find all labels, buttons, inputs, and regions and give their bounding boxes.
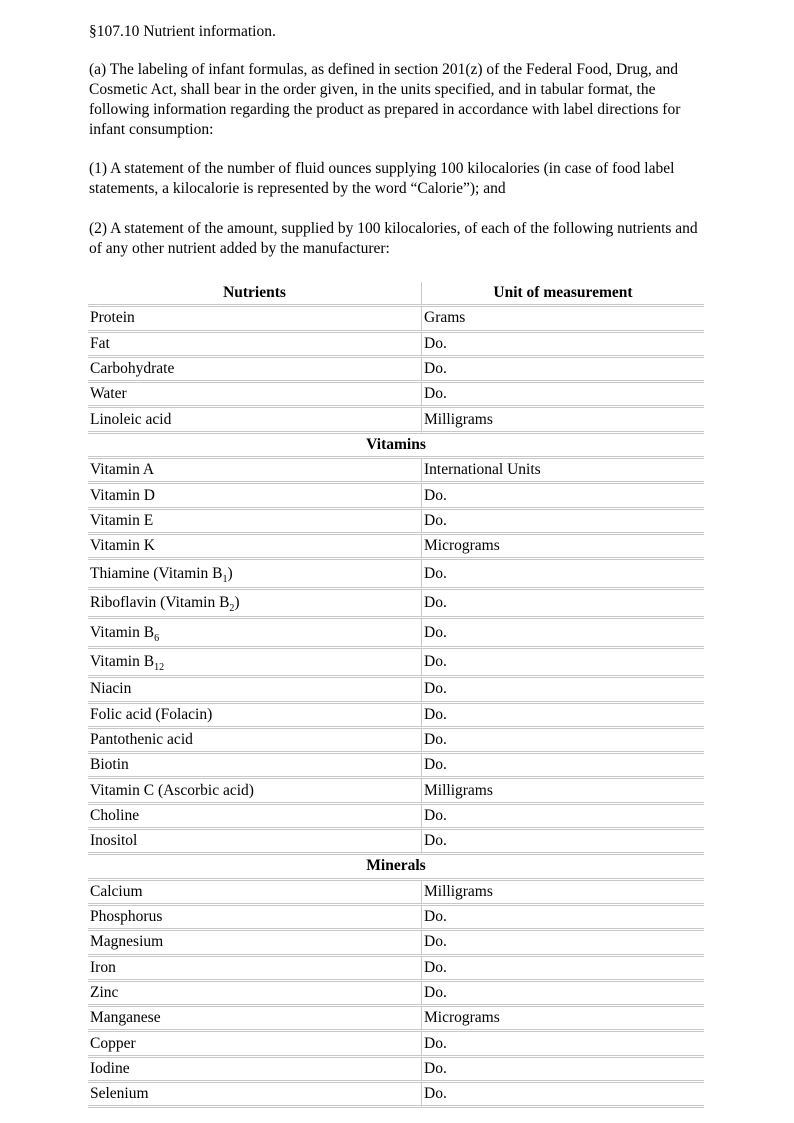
unit-cell: Do.	[421, 957, 704, 982]
unit-cell: Do.	[421, 704, 704, 729]
subscript-number: 2	[229, 603, 235, 615]
unit-cell: Do.	[421, 560, 704, 590]
table-row	[88, 619, 704, 649]
table-row	[88, 484, 704, 509]
nutrient-name-text: Thiamine (Vitamin B	[90, 564, 223, 582]
unit-cell: Micrograms	[421, 535, 704, 560]
table-row	[88, 358, 704, 383]
nutrient-cell: Pantothenic acid	[88, 729, 421, 754]
table-row	[88, 649, 704, 679]
table-row	[88, 779, 704, 804]
nutrient-cell: Inositol	[88, 830, 421, 855]
table-row	[88, 881, 704, 906]
nutrient-cell: Phosphorus	[88, 906, 421, 931]
nutrient-cell: Zinc	[88, 982, 421, 1007]
nutrient-name-text: Vitamin B	[90, 653, 155, 671]
unit-cell: Milligrams	[421, 881, 704, 906]
table-row	[88, 408, 704, 433]
nutrient-name-text: Vitamin B	[90, 623, 155, 641]
table-row	[88, 1083, 704, 1108]
nutrient-cell: Fat	[88, 333, 421, 358]
table-row	[88, 678, 704, 703]
unit-cell: Milligrams	[421, 408, 704, 433]
nutrient-cell: Choline	[88, 805, 421, 830]
unit-cell: Do.	[421, 1032, 704, 1057]
nutrient-cell: Linoleic acid	[88, 408, 421, 433]
nutrient-cell	[88, 649, 421, 679]
nutrient-cell: Calcium	[88, 881, 421, 906]
table-row	[88, 805, 704, 830]
unit-cell: Do.	[421, 982, 704, 1007]
unit-cell: Grams	[421, 307, 704, 332]
table-row	[88, 729, 704, 754]
unit-cell: Do.	[421, 931, 704, 956]
nutrient-cell: Vitamin C (Ascorbic acid)	[88, 779, 421, 804]
section-row-vitamins	[88, 434, 704, 459]
table-row	[88, 459, 704, 484]
table-row	[88, 931, 704, 956]
nutrient-cell: Iodine	[88, 1058, 421, 1083]
nutrient-cell: Selenium	[88, 1083, 421, 1108]
subscript-number: 1	[222, 573, 228, 585]
unit-cell: Do.	[421, 805, 704, 830]
nutrient-cell	[88, 560, 421, 590]
nutrient-name-suffix: )	[227, 564, 233, 582]
nutrient-cell: Vitamin E	[88, 510, 421, 535]
section-heading: §107.10 Nutrient information.	[89, 23, 276, 40]
nutrient-cell: Iron	[88, 957, 421, 982]
nutrient-cell	[88, 619, 421, 649]
nutrient-cell	[88, 590, 421, 620]
table-row	[88, 1032, 704, 1057]
table-row	[88, 982, 704, 1007]
header-unit-of-measurement: Unit of measurement	[421, 282, 704, 307]
unit-cell: Micrograms	[421, 1007, 704, 1032]
unit-cell: Do.	[421, 619, 704, 649]
table-row	[88, 754, 704, 779]
table-row	[88, 560, 704, 590]
unit-cell: Do.	[421, 754, 704, 779]
unit-cell: Milligrams	[421, 779, 704, 804]
nutrient-cell: Folic acid (Folacin)	[88, 704, 421, 729]
nutrient-cell: Biotin	[88, 754, 421, 779]
unit-cell: Do.	[421, 649, 704, 679]
table-row	[88, 704, 704, 729]
document-body	[89, 22, 705, 259]
unit-cell: Do.	[421, 333, 704, 358]
table-row	[88, 510, 704, 535]
table-header-row	[88, 282, 704, 307]
table-row	[88, 830, 704, 855]
table-row	[88, 590, 704, 620]
unit-cell: Do.	[421, 510, 704, 535]
paragraph-2: (2) A statement of the amount, supplied by 100 kilocalories, of each of the following nutrients and of any other nutrient added by the manufacturer:	[89, 220, 698, 257]
paragraph-a: (a) The labeling of infant formulas, as defined in section 201(z) of the Federal Food, Drug, and Cosmetic Act, shall bear in the order given, in the units specified, and in tabular format, the following information regarding the product as prepared in accordance with label directions for infant consumption:	[89, 61, 681, 138]
header-nutrients: Nutrients	[88, 282, 421, 307]
table-row	[88, 307, 704, 332]
nutrient-cell: Vitamin D	[88, 484, 421, 509]
unit-cell: Do.	[421, 906, 704, 931]
paragraph-1: (1) A statement of the number of fluid ounces supplying 100 kilocalories (in case of food label statements, a kilocalorie is represented by the word “Calorie”); and	[89, 160, 675, 197]
nutrient-cell: Carbohydrate	[88, 358, 421, 383]
unit-cell: International Units	[421, 459, 704, 484]
subscript-number: 6	[154, 632, 160, 644]
unit-cell: Do.	[421, 729, 704, 754]
nutrient-cell: Water	[88, 383, 421, 408]
table-row	[88, 906, 704, 931]
nutrient-cell: Niacin	[88, 678, 421, 703]
table-row	[88, 333, 704, 358]
unit-cell: Do.	[421, 1058, 704, 1083]
nutrient-cell: Vitamin A	[88, 459, 421, 484]
unit-cell: Do.	[421, 1083, 704, 1108]
nutrient-name-text: Riboflavin (Vitamin B	[90, 594, 230, 612]
table-row	[88, 535, 704, 560]
table-row	[88, 1007, 704, 1032]
nutrient-table	[88, 282, 704, 1108]
table-row	[88, 1058, 704, 1083]
table-row	[88, 383, 704, 408]
unit-cell: Do.	[421, 590, 704, 620]
section-heading-minerals: Minerals	[88, 855, 704, 880]
unit-cell: Do.	[421, 678, 704, 703]
unit-cell: Do.	[421, 830, 704, 855]
unit-cell: Do.	[421, 383, 704, 408]
table-row	[88, 957, 704, 982]
subscript-number: 12	[154, 662, 165, 674]
nutrient-cell: Magnesium	[88, 931, 421, 956]
section-heading-vitamins: Vitamins	[88, 434, 704, 459]
nutrient-cell: Protein	[88, 307, 421, 332]
unit-cell: Do.	[421, 484, 704, 509]
nutrient-name-suffix: )	[234, 594, 240, 612]
section-row-minerals	[88, 855, 704, 880]
nutrient-cell: Manganese	[88, 1007, 421, 1032]
nutrient-cell: Copper	[88, 1032, 421, 1057]
unit-cell: Do.	[421, 358, 704, 383]
nutrient-cell: Vitamin K	[88, 535, 421, 560]
